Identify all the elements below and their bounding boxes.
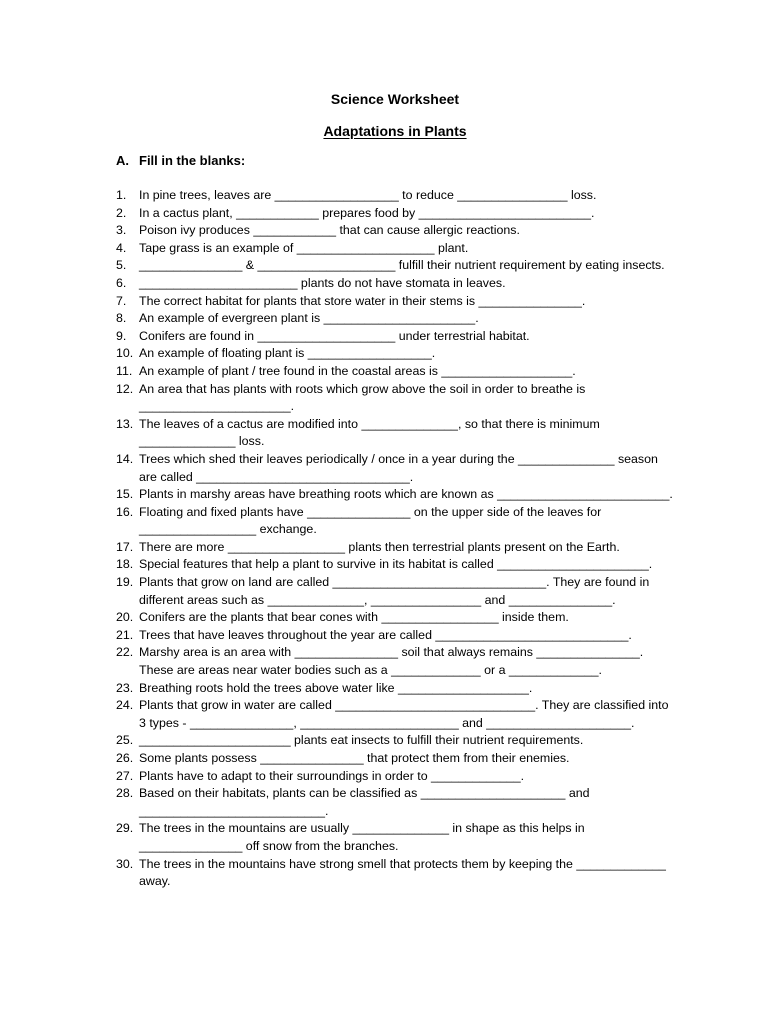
question-number: 2.	[116, 205, 127, 220]
question-item	[116, 820, 676, 855]
question-text: Conifers are the plants that bear cones with _________________ inside them.	[139, 610, 569, 625]
question-item	[116, 609, 676, 627]
question-text: An area that has plants with roots which grow above the soil in order to breathe is ______________________.	[139, 381, 589, 414]
question-number: 9.	[116, 328, 127, 343]
question-number: 3.	[116, 223, 127, 238]
question-text: Plants in marshy areas have breathing roots which are known as _________________________.	[139, 487, 673, 502]
question-text: Based on their habitats, plants can be classified as _____________________ and ___________________________.	[139, 786, 593, 818]
question-number: 5.	[116, 258, 127, 273]
question-number: 23.	[116, 680, 134, 695]
question-item	[116, 275, 676, 293]
question-item	[116, 732, 676, 750]
question-number: 19.	[116, 575, 134, 590]
question-text: In pine trees, leaves are __________________ to reduce ________________ loss.	[139, 188, 597, 202]
question-item	[116, 750, 676, 768]
question-item	[116, 363, 676, 381]
question-text: _______________ & ____________________ fulfill their nutrient requirement by eating insects.	[139, 258, 665, 273]
question-number: 13.	[116, 416, 134, 431]
question-text: Floating and fixed plants have _______________ on the upper side of the leaves for _________________ exchange.	[139, 504, 605, 537]
section-letter: A.	[116, 153, 129, 168]
question-number: 21.	[116, 627, 134, 642]
question-text: Plants that grow on land are called _______________________________. They are found in different areas such as ______________, ________________ and _______________.	[139, 575, 653, 607]
question-number: 24.	[116, 698, 134, 713]
question-number: 29.	[116, 821, 134, 836]
question-text: Tape grass is an example of ____________________ plant.	[139, 240, 469, 255]
question-number: 7.	[116, 293, 127, 308]
question-text: Plants that grow in water are called _____________________________. They are classified into 3 types - _______________, _______________________ and _____________________.	[139, 698, 672, 730]
question-number: 28.	[116, 786, 134, 801]
question-item	[116, 205, 676, 223]
question-text: Plants have to adapt to their surroundings in order to _____________.	[139, 768, 525, 783]
question-item	[116, 556, 676, 574]
question-item	[116, 627, 676, 645]
question-text: ______________________ plants eat insects to fulfill their nutrient requirements.	[139, 733, 584, 748]
question-text: There are more _________________ plants then terrestrial plants present on the Earth.	[139, 539, 620, 554]
question-number: 11.	[116, 363, 133, 378]
question-number: 15.	[116, 487, 134, 502]
question-text: The correct habitat for plants that store water in their stems is _______________.	[139, 293, 586, 308]
question-item	[116, 310, 676, 328]
question-number: 16.	[116, 504, 134, 519]
question-item	[116, 486, 676, 504]
question-item	[116, 451, 676, 486]
section-heading	[116, 152, 245, 169]
question-item	[116, 345, 676, 363]
question-number: 10.	[116, 346, 134, 361]
question-number: 4.	[116, 240, 127, 255]
question-number: 22.	[116, 645, 134, 660]
question-number: 1.	[116, 188, 127, 202]
question-text: Some plants possess _______________ that protect them from their enemies.	[139, 751, 570, 765]
question-number: 12.	[116, 381, 134, 396]
question-number: 17.	[116, 539, 134, 554]
question-text: Marshy area is an area with _______________ soil that always remains _______________. These are areas near water bodies such as a _____________ or a _____________.	[139, 645, 647, 678]
question-item	[116, 381, 676, 416]
question-item	[116, 856, 676, 891]
question-number: 14.	[116, 451, 134, 466]
section-heading-text: Fill in the blanks:	[139, 153, 246, 168]
page-subtitle: Adaptations in Plants	[323, 123, 467, 139]
question-item	[116, 539, 676, 557]
question-item	[116, 222, 676, 240]
question-item	[116, 574, 676, 609]
question-text: The trees in the mountains are usually ______________ in shape as this helps in _______________ off snow from the branches.	[139, 821, 589, 853]
question-text: An example of evergreen plant is ______________________.	[139, 311, 479, 326]
question-item	[116, 416, 676, 451]
question-text: The trees in the mountains have strong smell that protects them by keeping the _____________ away.	[139, 856, 670, 889]
question-number: 18.	[116, 557, 134, 572]
question-number: 26.	[116, 751, 134, 765]
question-item	[116, 257, 676, 275]
question-text: Special features that help a plant to survive in its habitat is called ______________________.	[139, 557, 653, 572]
question-item	[116, 240, 676, 258]
question-number: 20.	[116, 610, 134, 625]
question-item	[116, 293, 676, 311]
question-text: Conifers are found in ____________________ under terrestrial habitat.	[139, 328, 530, 343]
question-number: 30.	[116, 856, 134, 871]
question-text: An example of floating plant is __________________.	[139, 346, 436, 361]
question-item	[116, 328, 676, 346]
question-item	[116, 768, 676, 786]
question-text: In a cactus plant, ____________ prepares food by _________________________.	[139, 205, 595, 220]
question-number: 25.	[116, 733, 134, 748]
question-text: Trees which shed their leaves periodically / once in a year during the ______________ season are called _______________________________.	[139, 451, 662, 484]
question-item	[116, 680, 676, 698]
question-text: _______________________ plants do not have stomata in leaves.	[139, 275, 506, 290]
question-item	[116, 785, 676, 820]
question-list	[116, 187, 676, 891]
page-title: Science Worksheet	[330, 91, 460, 107]
question-item	[116, 697, 676, 732]
question-item	[116, 504, 676, 539]
question-text: Breathing roots hold the trees above water like ___________________.	[139, 680, 533, 695]
question-text: Poison ivy produces ____________ that can cause allergic reactions.	[139, 223, 520, 238]
question-number: 6.	[116, 275, 127, 290]
question-item	[116, 644, 676, 679]
question-number: 27.	[116, 768, 134, 783]
question-text: An example of plant / tree found in the coastal areas is ___________________.	[139, 363, 576, 378]
question-text: The leaves of a cactus are modified into ______________, so that there is minimum ______________ loss.	[139, 416, 604, 449]
question-item	[116, 187, 676, 205]
question-text: Trees that have leaves throughout the year are called ____________________________.	[139, 627, 632, 642]
question-number: 8.	[116, 311, 127, 326]
